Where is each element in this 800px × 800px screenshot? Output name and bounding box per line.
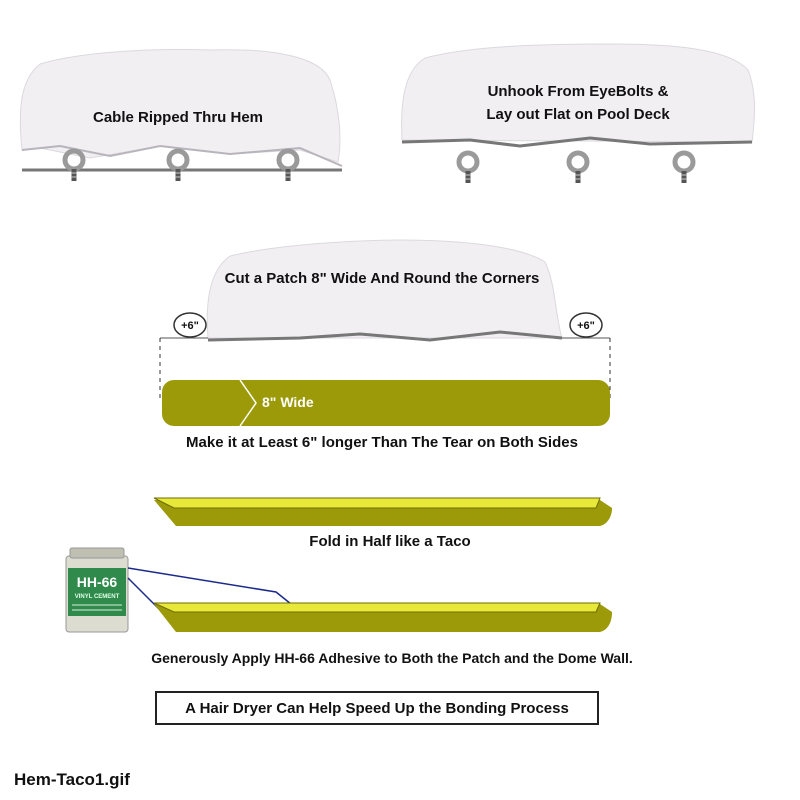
extension-badge-right bbox=[570, 313, 602, 337]
step1-dome-panel bbox=[20, 50, 342, 181]
step2-dome-panel bbox=[402, 44, 755, 183]
fold-highlight bbox=[154, 603, 600, 612]
eyebolt-icon bbox=[569, 153, 587, 183]
step3-caption: Make it at Least 6" longer Than The Tear on Both Sides bbox=[186, 434, 578, 451]
eyebolt-icon bbox=[675, 153, 693, 183]
can-subtitle-label: VINYL CEMENT bbox=[74, 594, 120, 600]
leader-line-top bbox=[128, 568, 296, 608]
step5-panel bbox=[66, 548, 633, 666]
can-brand-label: HH-66 bbox=[76, 574, 118, 590]
fold-highlight bbox=[154, 498, 600, 508]
step2-label-line2: Lay out Flat on Pool Deck bbox=[486, 106, 670, 123]
step1-label: Cable Ripped Thru Hem bbox=[92, 109, 264, 126]
patch-strip bbox=[162, 380, 610, 426]
eyebolt-icon bbox=[459, 153, 477, 183]
step3-title: Cut a Patch 8" Wide And Round the Corners bbox=[224, 270, 540, 287]
tip-box bbox=[156, 692, 598, 724]
adhesive-can-icon bbox=[66, 548, 128, 632]
extension-left-label: +6" bbox=[181, 320, 199, 332]
extension-right-label: +6" bbox=[577, 320, 595, 332]
dome-fabric bbox=[20, 50, 340, 162]
step4-caption: Fold in Half like a Taco bbox=[309, 533, 471, 550]
patch-width-label: 8" Wide bbox=[262, 394, 314, 410]
tip-box-text: A Hair Dryer Can Help Speed Up the Bonding Process bbox=[185, 700, 569, 717]
filename-label: Hem-Taco1.gif bbox=[14, 770, 130, 789]
step4-panel bbox=[154, 498, 612, 550]
step2-label-line1: Unhook From EyeBolts & bbox=[487, 83, 669, 100]
eyebolt-icon bbox=[65, 151, 83, 181]
dome-fabric bbox=[207, 240, 562, 338]
eyebolt-icon bbox=[279, 151, 297, 181]
step3-panel bbox=[160, 240, 610, 451]
extension-badge-left bbox=[174, 313, 206, 337]
eyebolt-icon bbox=[169, 151, 187, 181]
step5-caption: Generously Apply HH-66 Adhesive to Both the Patch and the Dome Wall. bbox=[151, 650, 633, 666]
